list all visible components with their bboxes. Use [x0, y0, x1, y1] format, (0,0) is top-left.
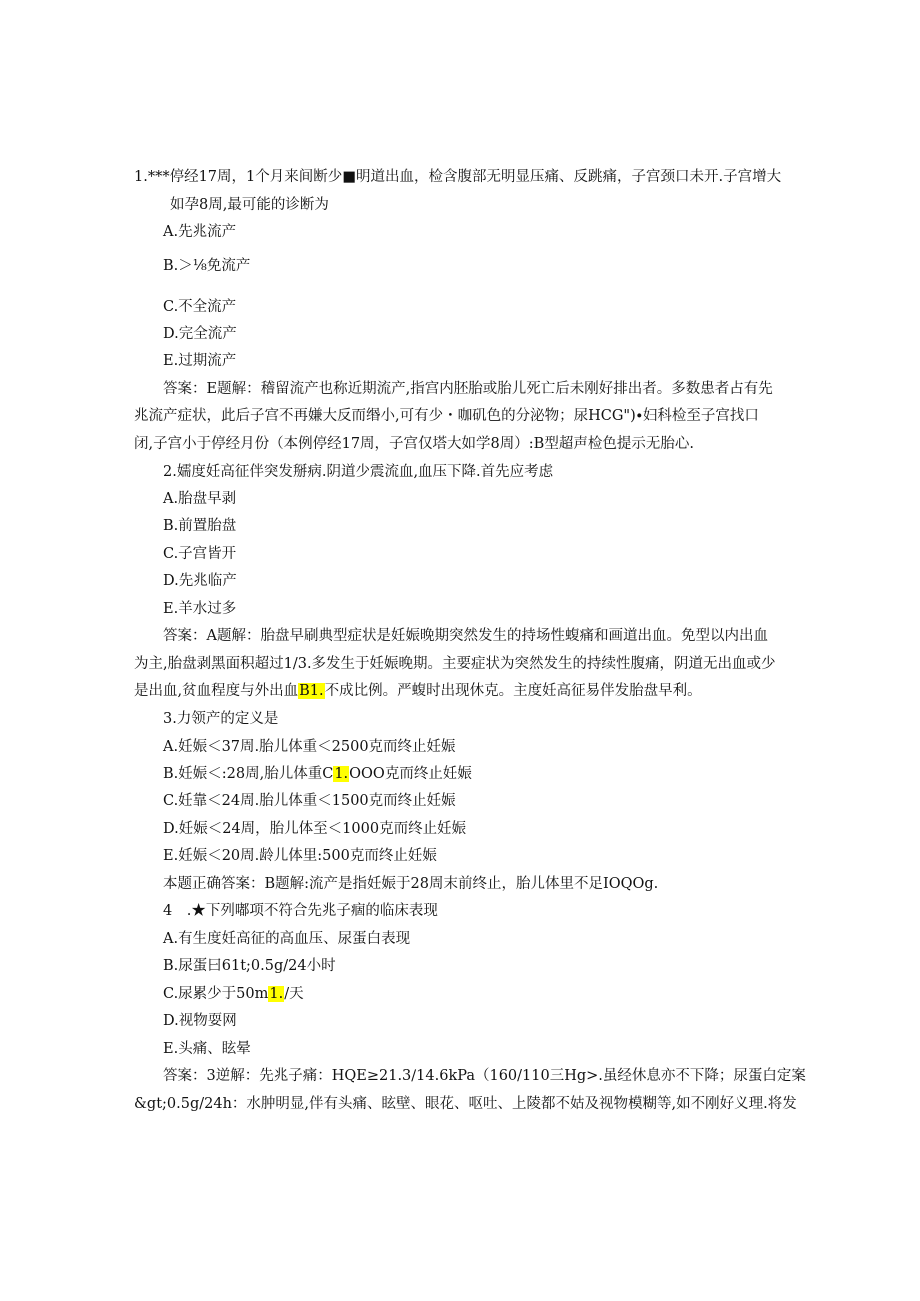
question-3-option-e: E.妊娠＜20周.龄儿体里:500克而终止妊娠 — [163, 848, 437, 864]
option-text-before-highlight: B.妊娠＜:28周,胎儿体重C — [163, 766, 334, 782]
question-2-option-e: E.羊水过多 — [163, 601, 237, 617]
question-3-option-d: D.妊娠＜24周，胎儿体至＜1000克而终止妊娠 — [163, 821, 467, 837]
question-1-stem-line-2: 如孕8周,最可能的诊断为 — [170, 197, 329, 213]
question-4-option-e: E.头痛、眩晕 — [163, 1041, 251, 1057]
question-1-option-e: E.过期流产 — [163, 353, 237, 369]
question-1-option-c: C.不全流产 — [163, 299, 237, 315]
question-1-answer-line-1: 答案：E题解：稽留流产也称近期流产,指宫内胚胎或胎儿死亡后未刚好排出者。多数患者占有先 — [163, 381, 773, 397]
question-4-option-a: A.有生度妊高征的高血压、尿蛋白表现 — [163, 931, 411, 947]
question-2-option-d: D.先兆临产 — [163, 573, 237, 589]
question-3-option-a: A.妊娠＜37周.胎儿体重＜2500克而终止妊娠 — [163, 739, 456, 755]
question-1-answer-line-2: 兆流产症状，此后子宫不再嫌大反而缗小,可有少・咖矶色的分泌物；尿HCG")∙妇科检至子宫找口 — [134, 408, 759, 424]
question-4-option-d: D.视物耍网 — [163, 1013, 237, 1029]
highlighted-text: 1. — [269, 986, 284, 1002]
question-4-option-c — [163, 984, 304, 1004]
question-1-stem-line-1: 1.***停经17周，1个月来间断少■明道出血，检含腹部无明显压痛、反跳痛，子宫颈口未开.子宫增大 — [134, 169, 782, 185]
question-3-answer: 本题正确答案：B题解:流产是指妊娠于28周末前终止，胎儿体里不足IOQOg. — [163, 876, 659, 892]
question-1-answer-line-3: 闭,子宫小于停经月份（本例停经17周，子宫仅塔大如学8周）:B型超声检色提示无胎心. — [134, 436, 694, 452]
answer-text-before-highlight: 是出血,贫血程度与外出血 — [134, 683, 299, 699]
question-4-stem: 4 .★下列嘟项不符合先兆子痼的临床表现 — [163, 903, 438, 919]
question-1-option-d: D.完全流产 — [163, 326, 237, 342]
answer-text-after-highlight: 不成比例。严蝮时出现休克。主度妊高征易伴发胎盘早利。 — [324, 683, 702, 699]
question-4-answer-line-2: &gt;0.5g/24h：水肿明显,伴有头痛、眩壁、眼花、呕吐、上陵都不姑及视物模糊等,如不刚好义理.将发 — [134, 1096, 797, 1112]
question-4-option-b: B.尿蛋曰61t;0.5g/24小时 — [163, 958, 336, 974]
question-4-answer-line-1: 答案：3逆解：先兆子痛：HQE≥21.3∕14.6kPa（160/110三Hg>.虽经休息亦不下降；尿蛋白定案 — [163, 1068, 806, 1084]
highlighted-text: 1. — [334, 766, 349, 782]
option-text-after-highlight: /天 — [284, 986, 304, 1002]
question-2-answer-line-1: 答案：A题解：胎盘早刷典型症状是妊娠晚期突然发生的持场性蝮痛和画道出血。免型以内出血 — [163, 628, 768, 644]
question-3-option-c: C.妊靠＜24周.胎儿体重＜1500克而终止妊娠 — [163, 793, 456, 809]
question-2-option-c: C.子宫皆开 — [163, 546, 237, 562]
question-1-option-a: A.先兆流产 — [163, 224, 237, 240]
question-2-answer-line-3 — [134, 681, 702, 701]
question-2-option-a: A.胎盘早剥 — [163, 491, 237, 507]
option-text-before-highlight: C.尿累少于50m — [163, 986, 269, 1002]
question-3-stem: 3.力领产的定义是 — [163, 711, 279, 727]
question-2-answer-line-2: 为主,胎盘剥黑面积超过1/3.多发生于妊娠晚期。主要症状为突然发生的持续性腹痛，阴道无出血或少 — [134, 656, 776, 672]
question-2-stem: 2.嬬度妊高征伴突发掰病.阴道少震流血,血压下降.首先应考虑 — [163, 464, 554, 480]
option-text-after-highlight: OOO克而终止妊娠 — [349, 766, 472, 782]
highlighted-text: B1. — [299, 683, 324, 699]
question-3-option-b — [163, 764, 472, 784]
question-1-option-b: B.＞⅛免流产 — [163, 258, 251, 274]
question-2-option-b: B.前置胎盘 — [163, 518, 237, 534]
